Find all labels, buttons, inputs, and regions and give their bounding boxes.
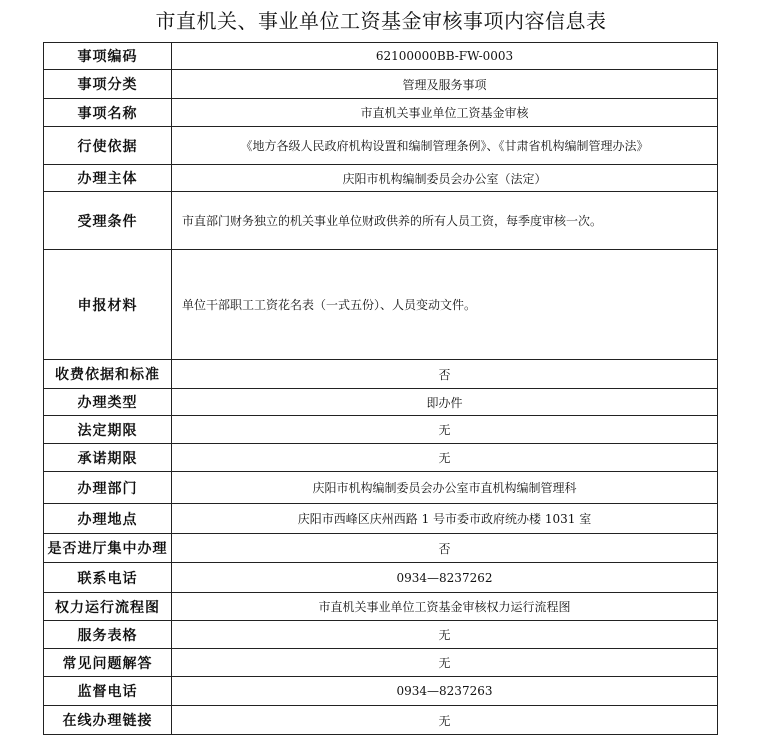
row-label: 事项分类 [44,70,172,99]
row-label: 是否进厅集中办理 [44,534,172,563]
table-row [44,127,718,165]
row-label: 常见问题解答 [44,649,172,677]
row-label: 法定期限 [44,416,172,444]
row-label: 监督电话 [44,677,172,706]
row-label: 承诺期限 [44,444,172,472]
row-label: 办理部门 [44,472,172,504]
row-label: 申报材料 [44,250,172,360]
table-row [44,165,718,192]
row-value: 庆阳市西峰区庆州西路 1 号市委市政府统办楼 1031 室 [172,504,718,534]
row-value: 无 [172,621,718,649]
table-row [44,43,718,70]
row-value: 0934—8237263 [172,677,718,706]
row-label: 办理类型 [44,389,172,416]
table-row [44,192,718,250]
info-table [43,42,718,735]
row-value: 管理及服务事项 [172,70,718,99]
table-row [44,416,718,444]
table-row [44,649,718,677]
row-value: 庆阳市机构编制委员会办公室（法定） [172,165,718,192]
table-row [44,621,718,649]
row-label: 办理地点 [44,504,172,534]
row-value: 否 [172,360,718,389]
table-row [44,706,718,735]
table-row [44,593,718,621]
row-label: 收费依据和标准 [44,360,172,389]
table-row [44,250,718,360]
row-value: 0934—8237262 [172,563,718,593]
row-label: 受理条件 [44,192,172,250]
row-value: 即办件 [172,389,718,416]
row-label: 在线办理链接 [44,706,172,735]
row-label: 权力运行流程图 [44,593,172,621]
row-value: 市直机关事业单位工资基金审核权力运行流程图 [172,593,718,621]
table-row [44,360,718,389]
row-value: 市直机关事业单位工资基金审核 [172,99,718,127]
table-row [44,444,718,472]
table-row [44,472,718,504]
row-value: 单位干部职工工资花名表（一式五份）、人员变动文件。 [172,250,718,360]
row-label: 办理主体 [44,165,172,192]
row-label: 联系电话 [44,563,172,593]
row-value: 62100000BB-FW-0003 [172,43,718,70]
table-row [44,99,718,127]
row-value: 无 [172,649,718,677]
table-row [44,70,718,99]
row-label: 行使依据 [44,127,172,165]
row-value: 庆阳市机构编制委员会办公室市直机构编制管理科 [172,472,718,504]
row-value: 无 [172,706,718,735]
row-value: 否 [172,534,718,563]
table-row [44,534,718,563]
row-value: 无 [172,444,718,472]
table-row [44,563,718,593]
table-row [44,504,718,534]
row-label: 事项编码 [44,43,172,70]
table-row [44,389,718,416]
page-title: 市直机关、事业单位工资基金审核事项内容信息表 [155,9,607,33]
row-value: 市直部门财务独立的机关事业单位财政供养的所有人员工资，每季度审核一次。 [172,192,718,250]
row-label: 服务表格 [44,621,172,649]
row-label: 事项名称 [44,99,172,127]
table-row [44,677,718,706]
row-value: 《地方各级人民政府机构设置和编制管理条例》、《甘肃省机构编制管理办法》 [172,127,718,165]
row-value: 无 [172,416,718,444]
